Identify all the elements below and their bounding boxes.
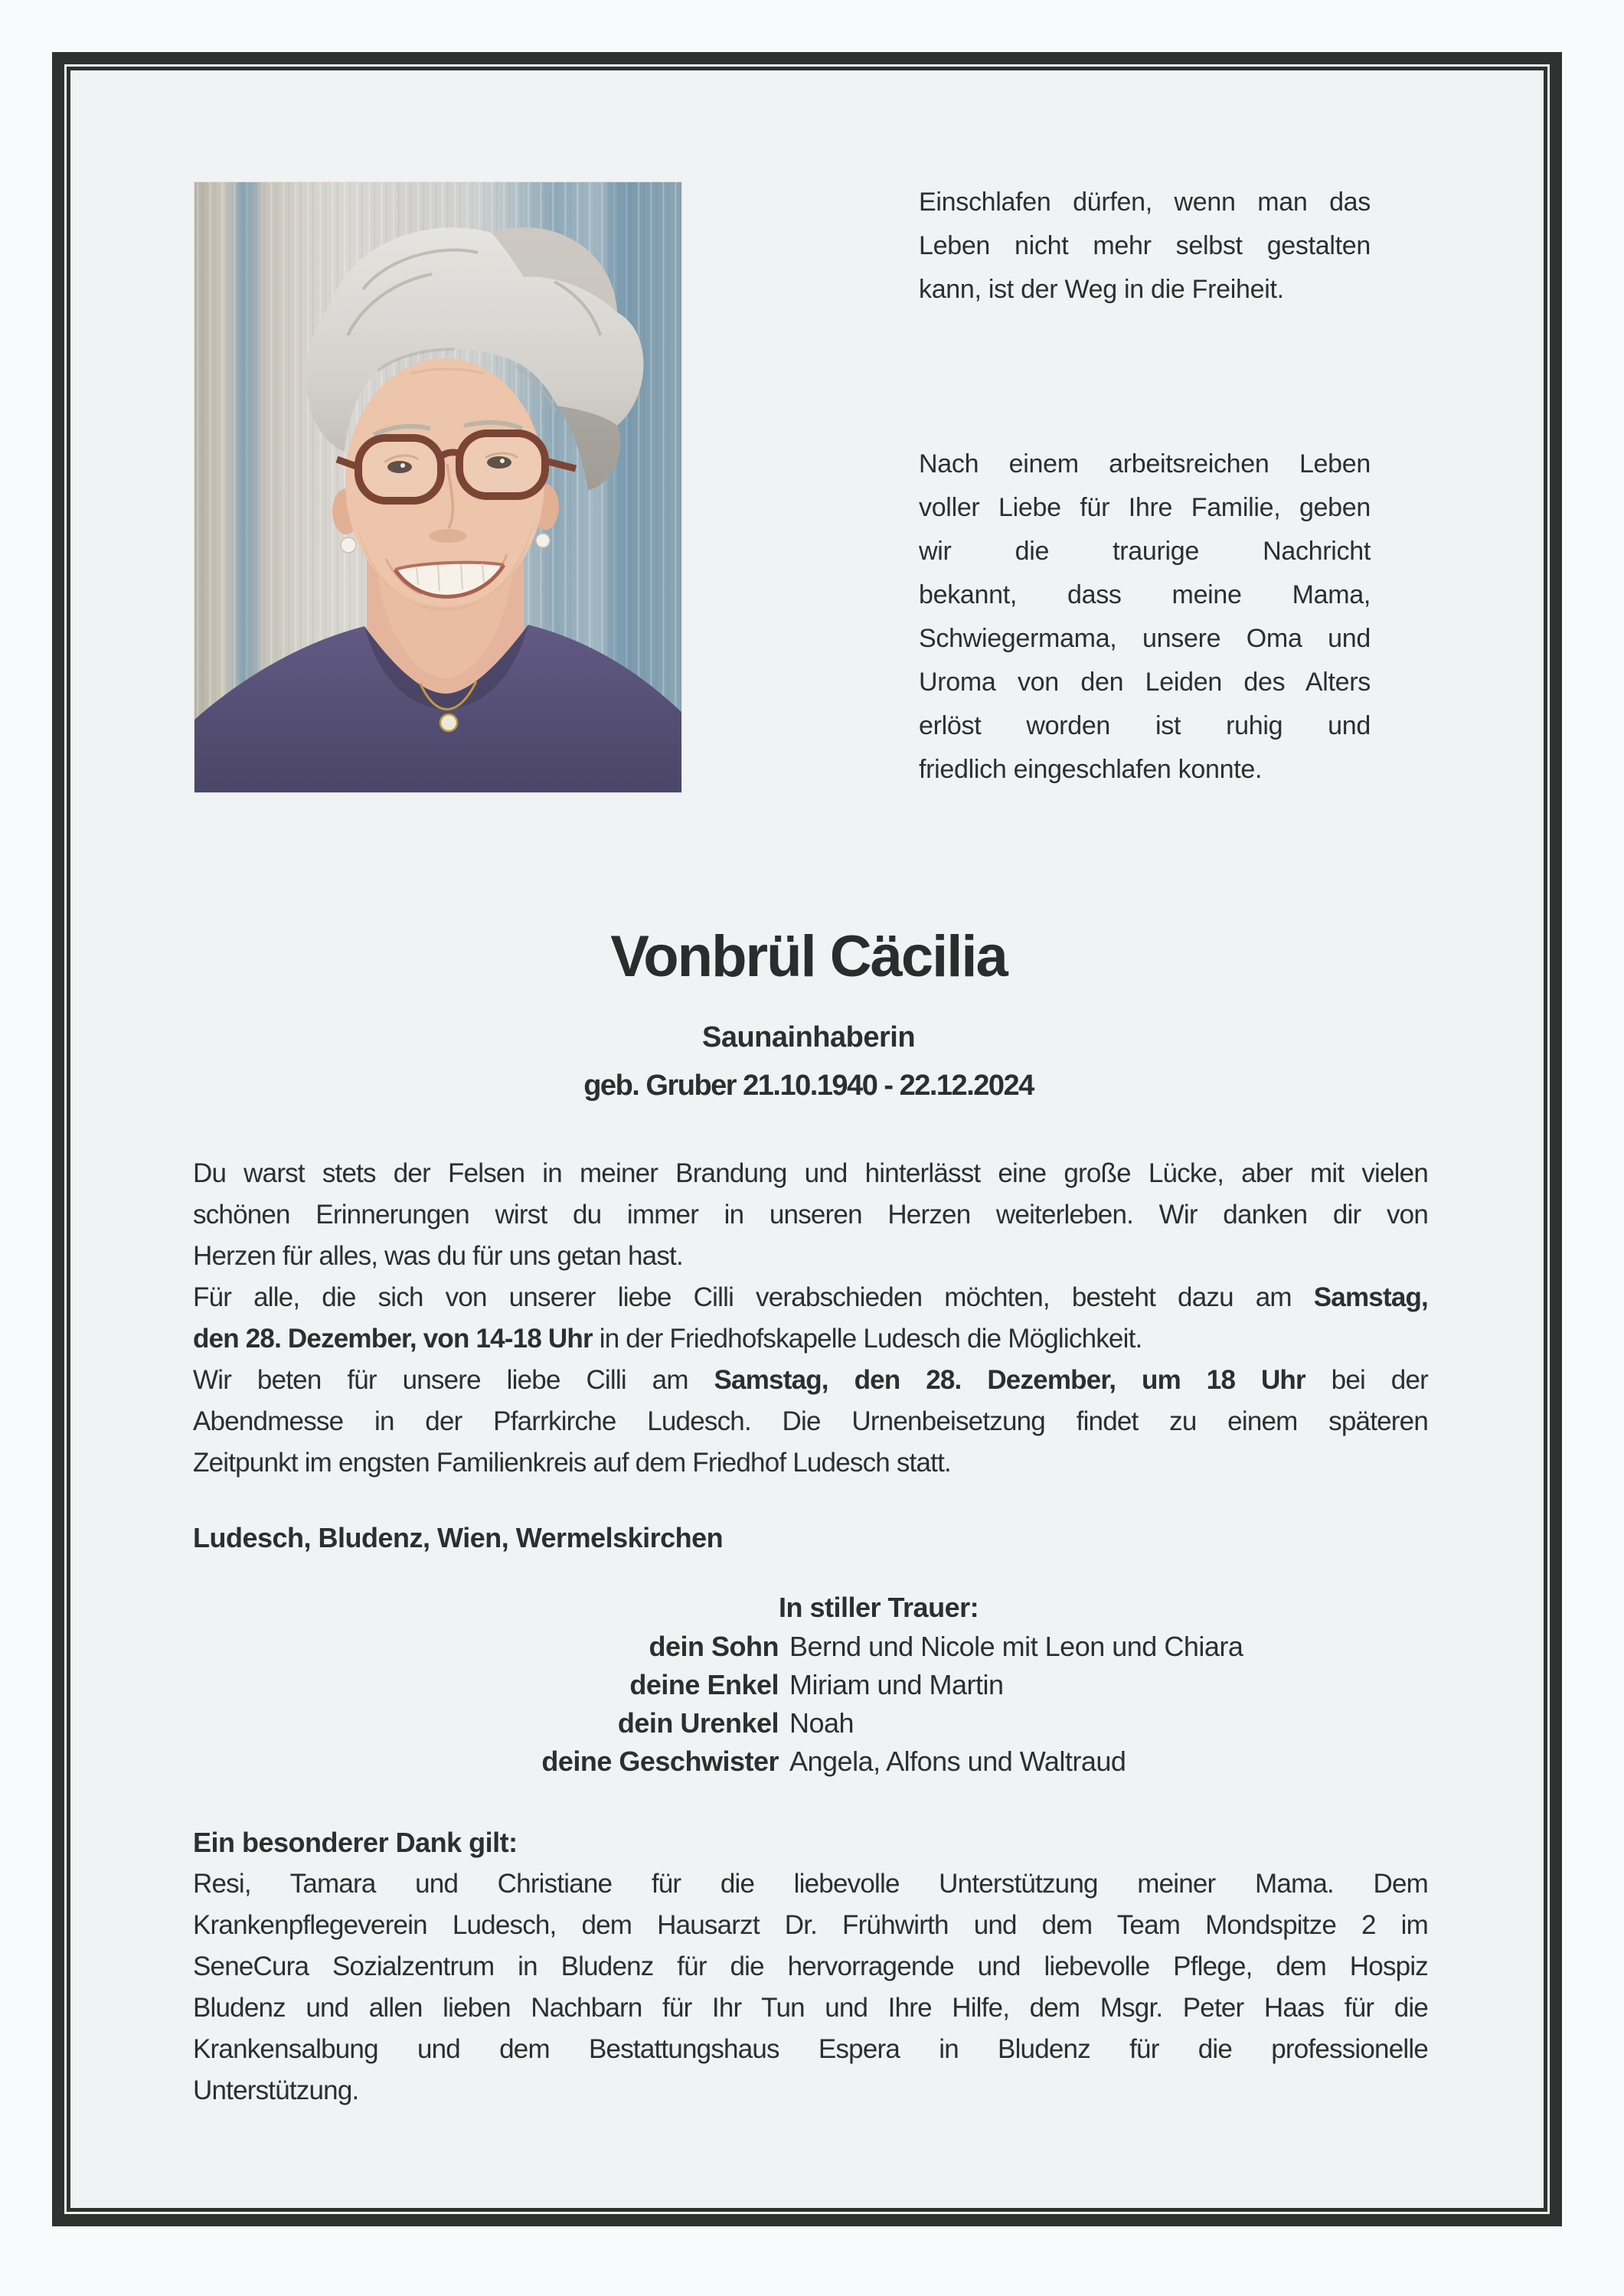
- mourner-label: dein Urenkel: [617, 1707, 779, 1739]
- text-line: Leben nicht mehr selbst gestalten: [919, 231, 1371, 260]
- thanks-header: Ein besonderer Dank gilt:: [193, 1827, 518, 1858]
- death-announcement: [919, 443, 1371, 792]
- text-line: bekannt, dass meine Mama,: [919, 580, 1371, 609]
- text-line: Einschlafen dürfen, wenn man das: [919, 188, 1371, 217]
- deceased-name: Vonbrül Cäcilia: [610, 924, 1007, 989]
- mourner-label: deine Enkel: [629, 1669, 779, 1700]
- portrait-photo: [194, 182, 681, 792]
- opening-quote: [919, 181, 1371, 312]
- mourner-row: [193, 1704, 1428, 1742]
- deceased-role: Saunainhaberin: [701, 1021, 916, 1053]
- text-line: Krankensalbung und dem Bestattungshaus Espera in Bludenz für die professionelle: [193, 2034, 1428, 2064]
- text-line: Zeitpunkt im engsten Familienkreis auf dem Friedhof Ludesch statt.: [193, 1448, 951, 1478]
- text-line: friedlich eingeschlafen konnte.: [919, 755, 1263, 784]
- mourner-row: [193, 1666, 1428, 1704]
- thanks-text: [193, 1863, 1428, 2111]
- text-line: wir die traurige Nachricht: [919, 537, 1371, 566]
- text-line: SeneCura Sozialzentrum in Bludenz für die hervorragende und liebevolle Pflege, dem Hospiz: [193, 1951, 1428, 1981]
- mourning-header: In stiller Trauer:: [779, 1592, 979, 1623]
- mourner-row: [193, 1628, 1428, 1666]
- portrait-illustration: [194, 182, 681, 792]
- text-line: Resi, Tamara und Christiane für die liebevolle Unterstützung meiner Mama. Dem: [193, 1869, 1428, 1899]
- text-line: Für alle, die sich von unserer liebe Cilli verabschieden möchten, besteht dazu am Samstag,: [193, 1282, 1428, 1312]
- text-line: Nach einem arbeitsreichen Leben: [919, 449, 1371, 478]
- text-line: Unterstützung.: [193, 2076, 359, 2105]
- main-text-column: [193, 1153, 1428, 2111]
- text-line: Du warst stets der Felsen in meiner Brandung und hinterlässt eine große Lücke, aber mit vielen: [193, 1158, 1428, 1188]
- mourner-label: deine Geschwister: [541, 1746, 779, 1777]
- deceased-dates: geb. Gruber 21.10.1940 - 22.12.2024: [583, 1069, 1034, 1102]
- text-line: schönen Erinnerungen wirst du immer in unseren Herzen weiterleben. Wir danken dir von: [193, 1200, 1428, 1230]
- text-line: Schwiegermama, unsere Oma und: [919, 624, 1371, 653]
- mourner-names: Angela, Alfons und Waltraud: [789, 1746, 1126, 1777]
- text-line: den 28. Dezember, von 14-18 Uhr in der Friedhofskapelle Ludesch die Möglichkeit.: [193, 1324, 1142, 1354]
- deceased-block: [74, 925, 1544, 1102]
- mourner-names: Bernd und Nicole mit Leon und Chiara: [789, 1631, 1243, 1662]
- mourning-section: [193, 1588, 1428, 1781]
- places-line: Ludesch, Bludenz, Wien, Wermelskirchen: [193, 1522, 724, 1553]
- farewell-and-service-text: [193, 1153, 1428, 1484]
- text-line: voller Liebe für Ihre Familie, geben: [919, 493, 1371, 522]
- mourner-label: dein Sohn: [649, 1631, 779, 1662]
- text-line: Herzen für alles, was du für uns getan hast.: [193, 1241, 683, 1271]
- text-line: Abendmesse in der Pfarrkirche Ludesch. Die Urnenbeisetzung findet zu einem späteren: [193, 1406, 1428, 1436]
- mourner-names: Miriam und Martin: [789, 1669, 1004, 1700]
- text-line: Krankenpflegeverein Ludesch, dem Hausarzt Dr. Frühwirth und dem Team Mondspitze 2 im: [193, 1910, 1428, 1940]
- right-column: [919, 181, 1371, 792]
- text-line: Bludenz und allen lieben Nachbarn für Ihr Tun und Ihre Hilfe, dem Msgr. Peter Haas für die: [193, 1993, 1428, 2023]
- text-line: kann, ist der Weg in die Freiheit.: [919, 275, 1284, 304]
- text-line: Uroma von den Leiden des Alters: [919, 668, 1371, 697]
- mourner-row: [193, 1742, 1428, 1781]
- mourner-names: Noah: [789, 1707, 854, 1739]
- text-line: erlöst worden ist ruhig und: [919, 711, 1371, 740]
- text-line: Wir beten für unsere liebe Cilli am Samstag, den 28. Dezember, um 18 Uhr bei der: [193, 1365, 1428, 1395]
